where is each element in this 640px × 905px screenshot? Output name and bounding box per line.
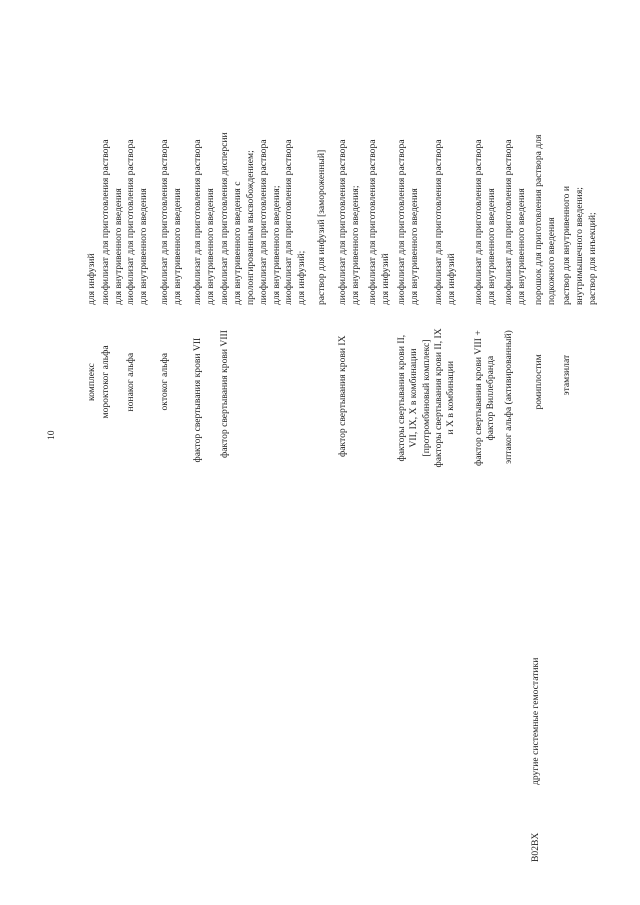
substance-line: и X в комбинации <box>445 361 456 435</box>
dosage-form-line: лиофилизат для приготовления раствора <box>159 139 170 305</box>
dosage-form-line: лиофилизат для приготовления раствора <box>258 139 269 305</box>
dosage-form-line: для внутривенного введения <box>516 188 527 305</box>
substance-line: ромиплостим <box>533 354 544 410</box>
substance-line: фактор Виллебранда <box>485 355 496 441</box>
dosage-form-line: для внутривенного введения; <box>350 185 361 305</box>
dosage-form-line: для внутривенного введения с <box>232 181 243 305</box>
dosage-form-line: для инфузий; <box>296 250 307 305</box>
substance-line: октоког альфа <box>159 353 170 411</box>
substance-line: фактор свертывания крови VII <box>192 337 203 463</box>
dosage-form-line: лиофилизат для приготовления раствора <box>433 139 444 305</box>
substance-line: фактор свертывания крови IX <box>337 335 348 457</box>
dosage-form-line: лиофилизат для приготовления раствора <box>473 139 484 305</box>
dosage-form-line: для внутривенного введения <box>113 188 124 305</box>
dosage-form-line: лиофилизат для приготовления раствора <box>503 139 514 305</box>
dosage-form-line: лиофилизат для приготовления раствора <box>367 139 378 305</box>
dosage-form-line: для инфузий <box>446 253 457 305</box>
atc-group-name: другие системные гемостатики <box>530 657 541 785</box>
dosage-form-line: лиофилизат для приготовления раствора <box>396 139 407 305</box>
dosage-form-line: лиофилизат для приготовления раствора <box>192 139 203 305</box>
dosage-form-line: лиофилизат для приготовления дисперсии <box>219 132 230 305</box>
dosage-form-line: внутримышечного введения; <box>574 187 585 305</box>
dosage-form-line: раствор для инфузий [замороженный] <box>316 149 327 305</box>
dosage-form-line: для инфузий <box>86 253 97 305</box>
dosage-form-line: лиофилизат для приготовления раствора <box>337 139 348 305</box>
substance-line: этамзилат <box>561 354 572 396</box>
dosage-form-line: подкожного введения <box>546 217 557 305</box>
dosage-form-line: для внутривенного введения <box>486 188 497 305</box>
substance-line: эптаког альфа (активированный) <box>503 330 514 464</box>
dosage-form-line: лиофилизат для приготовления раствора <box>100 139 111 305</box>
dosage-form-line: пролонгированным высвобождением; <box>245 150 256 305</box>
dosage-form-line: для внутривенного введения <box>409 188 420 305</box>
dosage-form-line: для внутривенного введения; <box>271 185 282 305</box>
dosage-form-line: раствор для внутривенного и <box>561 186 572 305</box>
dosage-form-line: для инфузий <box>380 253 391 305</box>
substance-line: комплекс <box>86 363 97 401</box>
substance-line: VII, IX, X в комбинации <box>408 348 419 448</box>
dosage-form-line: для внутривенного введения <box>172 188 183 305</box>
atc-code: B02BX <box>530 832 541 862</box>
page-number: 10 <box>46 430 57 440</box>
dosage-form-line: лиофилизат для приготовления раствора <box>125 139 136 305</box>
substance-line: нонаког альфа <box>125 352 136 412</box>
dosage-form-line: лиофилизат для приготовления раствора <box>283 139 294 305</box>
substance-line: факторы свертывания крови II, IX <box>433 328 444 468</box>
dosage-form-line: раствор для инъекций; <box>587 212 598 305</box>
dosage-form-line: порошок для приготовления раствора для <box>533 134 544 305</box>
substance-line: [протромбиновый комплекс] <box>421 339 432 457</box>
substance-line: мороктоког альфа <box>100 345 111 419</box>
dosage-form-line: для внутривенного введения <box>205 188 216 305</box>
substance-line: фактор свертывания крови VIII <box>219 330 230 458</box>
substance-line: факторы свертывания крови II, <box>396 334 407 462</box>
dosage-form-line: для внутривенного введения <box>138 188 149 305</box>
substance-line: фактор свертывания крови VIII + <box>473 330 484 466</box>
